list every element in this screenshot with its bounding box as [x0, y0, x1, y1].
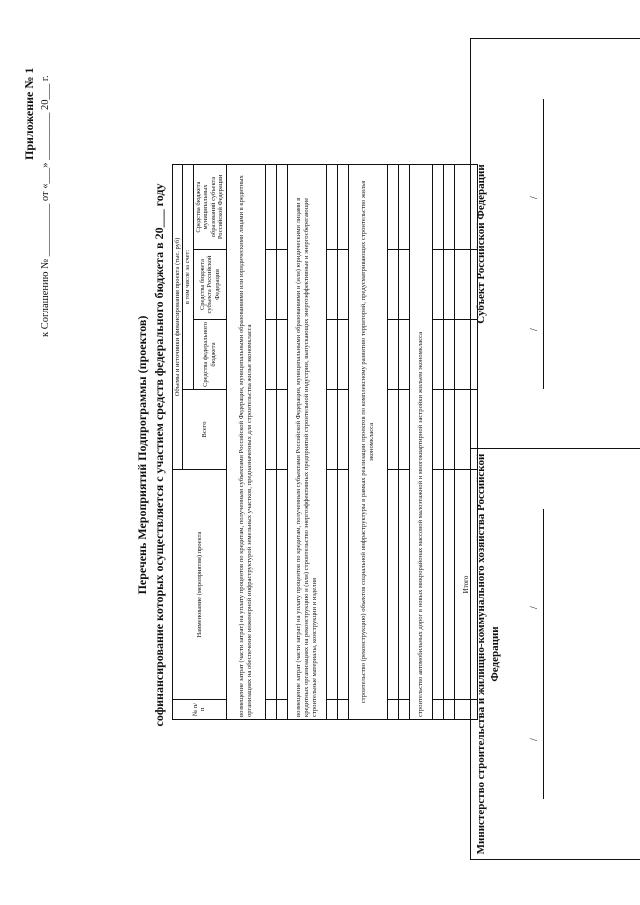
document-title: Перечень Мероприятий Подпрограммы (проектов): [135, 315, 149, 595]
projects-table: [172, 164, 478, 720]
header-federal: Средства федерального бюджета: [193, 320, 226, 390]
table-row: [398, 164, 409, 719]
signature-slash: /: [529, 328, 540, 331]
header-municipal: Средства бюджета муниципальных образований субъекта Российской Федерации: [193, 164, 226, 249]
table-header-row: [173, 164, 183, 719]
document-subtitle: софинансирование которых осуществляется с участием средств федерального бюджета в 20___ году: [152, 183, 166, 727]
section-title: строительство автомобильных дорог в новых микрорайонах массовой малоэтажной и многоквартирной застройки жильем экономкласса: [409, 164, 432, 719]
total-label: Итого: [454, 470, 477, 700]
signature-line: [531, 99, 544, 389]
header-subject: Средства бюджета субъекта Российской Федерации: [193, 250, 226, 320]
section-title: возмещение затрат (части затрат) на уплату процентов по кредитам, полученным субъектами Российской Федерации, муниципальными образованиями или юридическими лицами в кредитных организациях на обеспечение инженерной инфраструктурой земельных участков, предназначенных для строительства жилья экономкласса: [226, 164, 265, 719]
subject-name: Субъект Российской Федерации: [475, 164, 487, 324]
agreement-reference: к Соглашению № __________ от «___» _________ 20___ г.: [40, 75, 51, 337]
table-row: [443, 164, 454, 719]
table-row: [337, 164, 348, 719]
header-volume-group: Объемы и источники финансирования проекта (тыс. руб): [173, 164, 183, 469]
section-title: строительство (реконструкцию) объектов социальной инфраструктуры в рамках реализации проектов по комплексному развитию территорий, предусматривающих строительство жилья экономкласса: [348, 164, 387, 719]
table-row: [276, 164, 287, 719]
ministry-name: Министерство строительства и жилищно-коммунального хозяйства Российской Федерации: [475, 453, 501, 855]
signature-line: [531, 509, 544, 799]
section-title: возмещение затрат (части затрат) на уплату процентов по кредитам, полученным субъектами Российской Федерации, муниципальными образованиями и (или) юридическими лицами в кредитных организациях на реконструкцию и (или) строительство энергоэффективных предприятий строительной индустрии, выпускающих энергоэффективные и энергосберегающие строительные материалы, конструкции и изделия: [287, 164, 326, 719]
table-row: [326, 164, 337, 719]
signature-slash: /: [529, 606, 540, 609]
signature-right: [471, 39, 640, 449]
signature-block: [470, 38, 640, 860]
signature-slash: /: [529, 738, 540, 741]
appendix-label: Приложение № 1: [22, 67, 36, 160]
section-row: [409, 164, 432, 719]
table-row: [387, 164, 398, 719]
header-number: № п/п: [173, 700, 227, 720]
header-project-name: Наименование (мероприятия) проекта: [173, 470, 227, 700]
signature-left: [471, 448, 640, 859]
signature-slash: /: [529, 196, 540, 199]
section-row: [348, 164, 387, 719]
header-total: Всего: [183, 390, 226, 470]
table-row: [265, 164, 276, 719]
section-row: [287, 164, 326, 719]
table-row: [432, 164, 443, 719]
header-including: в том числе за счет:: [183, 164, 193, 389]
section-row: [226, 164, 265, 719]
